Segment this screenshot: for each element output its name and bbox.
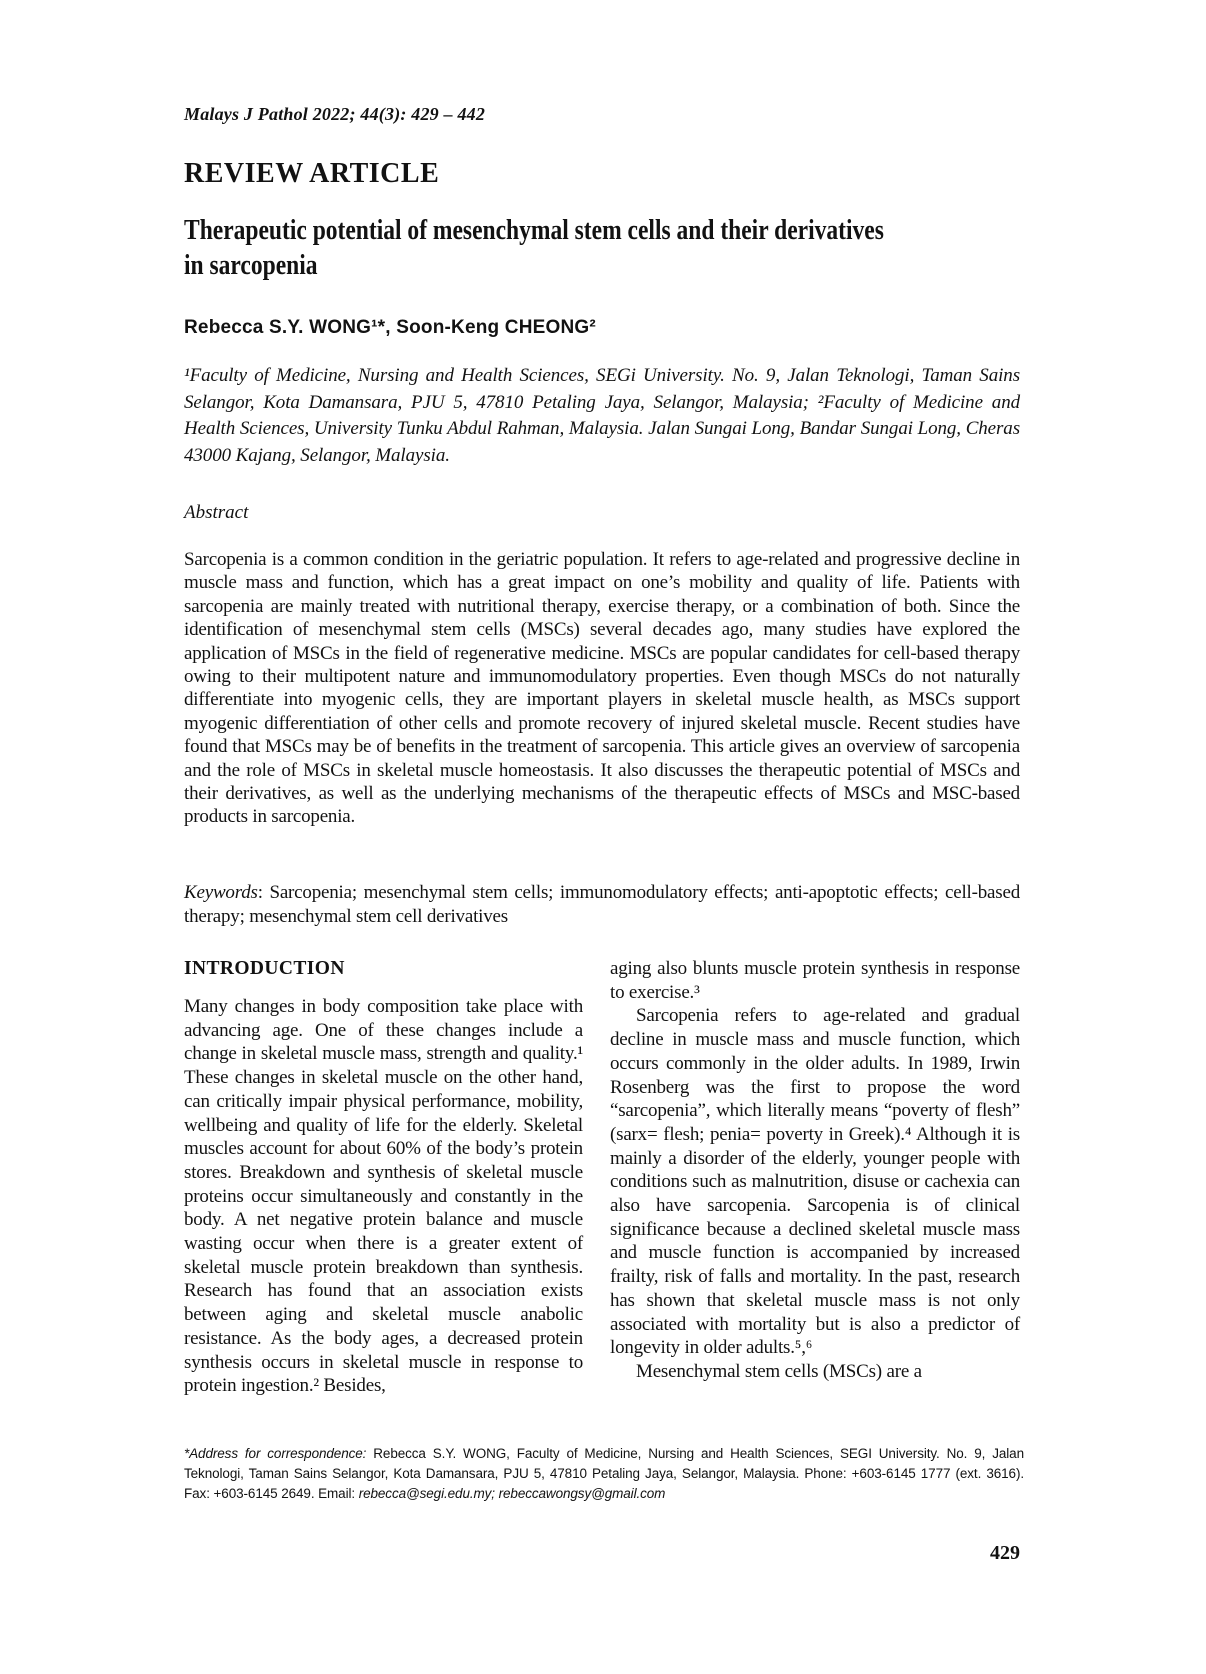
keywords-paragraph — [184, 881, 1020, 929]
footnote-text: Rebecca S.Y. WONG, Faculty of Medicine, Nursing and Health Sciences, SEGI University. No. 9, Jalan Teknologi, Taman Sains Selangor, Kota Damansara, PJU 5, 47810 Petaling Jaya, Selangor, Malaysia. Phone: +603-6145 1777 (ext. 3616). Fax: +603-6145 2649. Email: — [184, 1446, 1024, 1501]
affiliations-paragraph: ¹Faculty of Medicine, Nursing and Health Sciences, SEGi University. No. 9, Jalan Teknologi, Taman Sains Selangor, Kota Damansara, PJU 5, 47810 Petaling Jaya, Selangor, Malaysia; ²Faculty of Medicine and Health Sciences, University Tunku Abdul Rahman, Malaysia. Jalan Sungai Long, Bandar Sungai Long, Cheras 43000 Kajang, Selangor, Malaysia. — [184, 365, 1020, 466]
article-type-heading: REVIEW ARTICLE — [184, 158, 440, 189]
abstract-heading: Abstract — [184, 502, 249, 523]
msc-paragraph-start: Mesenchymal stem cells (MSCs) are a — [636, 1360, 922, 1382]
introduction-paragraph-continuation: aging also blunts muscle protein synthesis in response to exercise.³ — [610, 958, 1020, 1003]
sarcopenia-definition-paragraph: Sarcopenia refers to age-related and gradual decline in muscle mass and muscle function, which occurs commonly in the older adults. In 1989, Irwin Rosenberg was the first to propose the word “sarcopenia”, which literally means “poverty of flesh” (sarx= flesh; penia= poverty in Greek).⁴ Although it is mainly a disorder of the elderly, younger people with conditions such as malnutrition, disuse or cachexia can also have sarcopenia. Sarcopenia is of clinical significance because a declined skeletal muscle mass and muscle function is accompanied by increased frailty, risk of falls and mortality. In the past, research has shown that skeletal muscle mass is not only associated with mortality but is also a predictor of longevity in older adults.⁵,⁶ — [610, 1005, 1020, 1359]
article-title-line-1: Therapeutic potential of mesenchymal stem cells and their derivatives — [184, 215, 884, 246]
left-column — [184, 957, 583, 1398]
right-column — [610, 957, 1020, 1384]
article-title — [184, 213, 1020, 283]
keywords-label: Keywords — [184, 882, 258, 903]
footnote-label: *Address for correspondence: — [184, 1446, 367, 1461]
introduction-heading: INTRODUCTION — [184, 958, 345, 979]
correspondence-footnote — [184, 1444, 1024, 1504]
introduction-paragraph: Many changes in body composition take place with advancing age. One of these changes include a change in skeletal muscle mass, strength and quality.¹ These changes in skeletal muscle on the other hand, can critically impair physical performance, mobility, wellbeing and quality of life for the elderly. Skeletal muscles account for about 60% of the body’s protein stores. Breakdown and synthesis of skeletal muscle proteins occur simultaneously and constantly in the body. A net negative protein balance and muscle wasting occur when there is a greater extent of skeletal muscle protein breakdown than synthesis. Research has found that an association exists between aging and skeletal muscle anabolic resistance. As the body ages, a decreased protein synthesis occurs in skeletal muscle in response to protein ingestion.² Besides, — [184, 996, 583, 1397]
abstract-paragraph: Sarcopenia is a common condition in the geriatric population. It refers to age-related and progressive decline in muscle mass and function, which has a great impact on one’s mobility and quality of life. Patients with sarcopenia are mainly treated with nutritional therapy, exercise therapy, or a combination of both. Since the identification of mesenchymal stem cells (MSCs) several decades ago, many studies have explored the application of MSCs in the field of regenerative medicine. MSCs are popular candidates for cell-based therapy owing to their multipotent nature and immunomodulatory properties. Even though MSCs do not naturally differentiate into myogenic cells, they are important players in skeletal muscle health, as MSCs support myogenic differentiation of other cells and promote recovery of injured skeletal muscle. Recent studies have found that MSCs may be of benefits in the treatment of sarcopenia. This article gives an overview of sarcopenia and the role of MSCs in skeletal muscle homeostasis. It also discusses the therapeutic potential of MSCs and their derivatives, as well as the underlying mechanisms of the therapeutic effects of MSCs and MSC-based products in sarcopenia. — [184, 549, 1020, 828]
page-number: 429 — [990, 1542, 1020, 1564]
footnote-emails: rebecca@segi.edu.my; rebeccawongsy@gmail.com — [358, 1486, 666, 1501]
article-title-line-2: in sarcopenia — [184, 250, 318, 281]
keywords-text: : Sarcopenia; mesenchymal stem cells; immunomodulatory effects; anti-apoptotic effects; cell-based therapy; mesenchymal stem cell derivatives — [184, 882, 1020, 927]
journal-citation-header: Malays J Pathol 2022; 44(3): 429 – 442 — [184, 104, 486, 124]
authors-line: Rebecca S.Y. WONG¹*, Soon-Keng CHEONG² — [184, 317, 596, 338]
